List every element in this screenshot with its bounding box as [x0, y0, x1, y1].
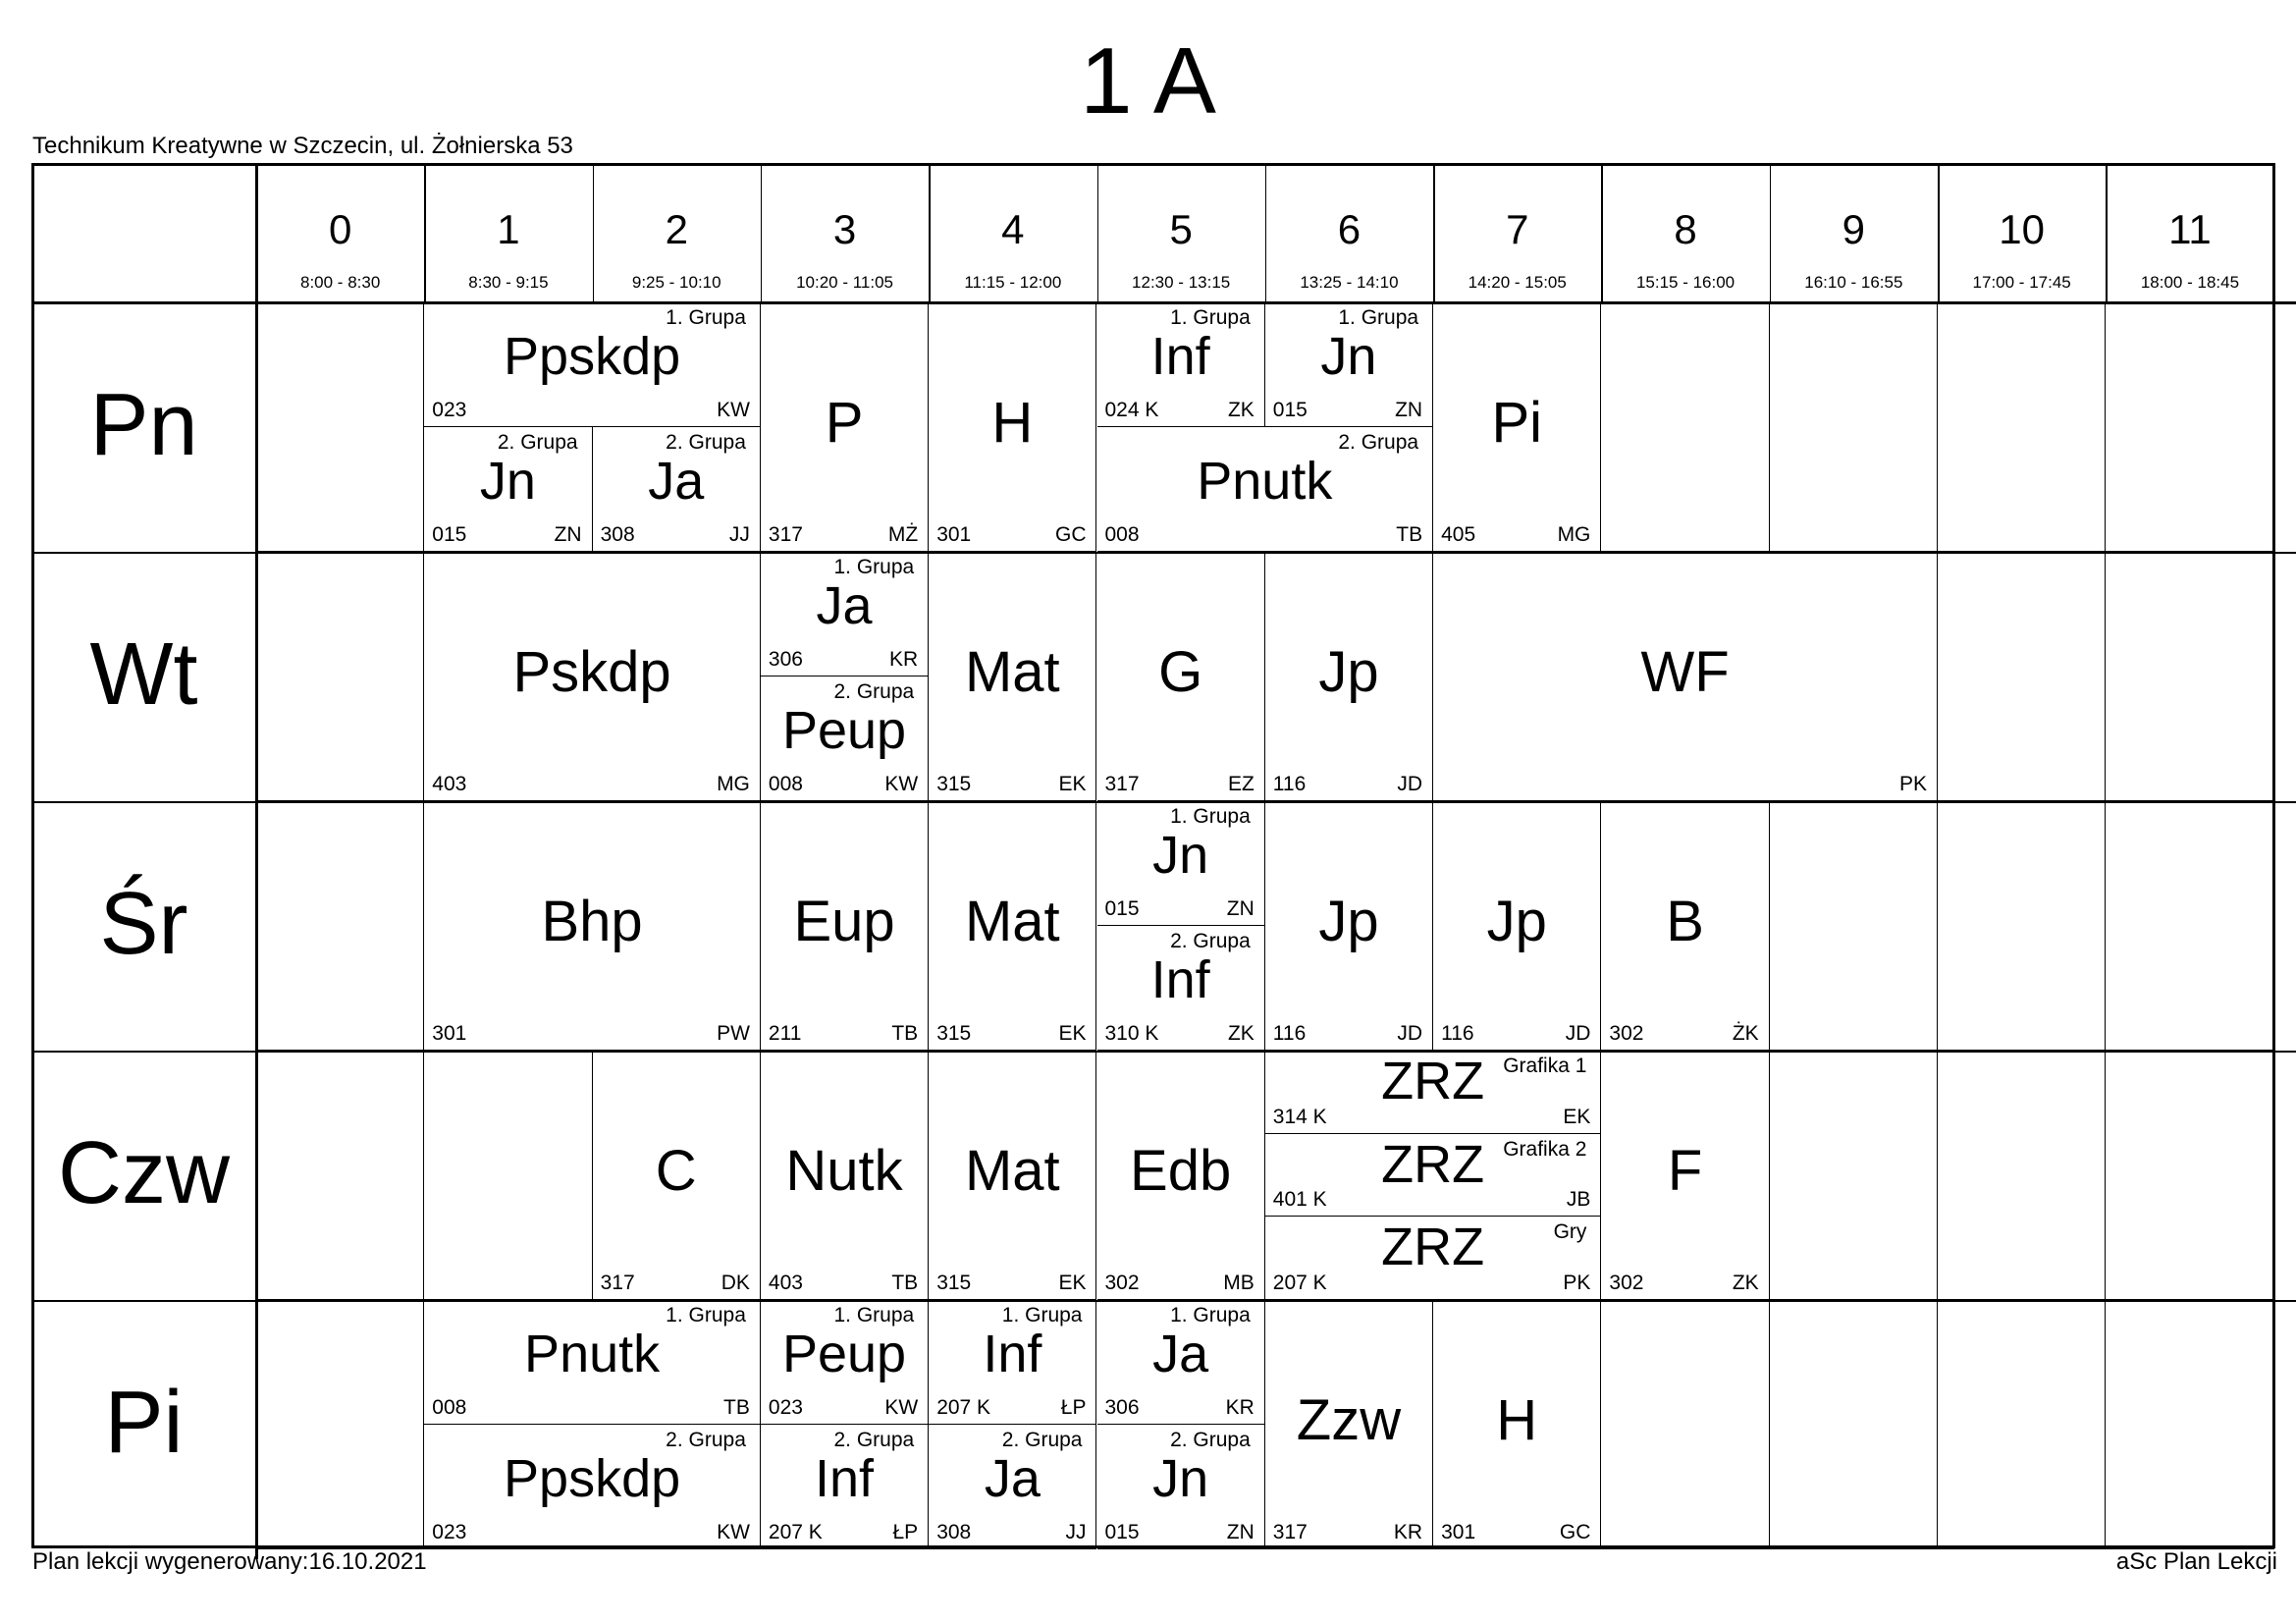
lesson-teacher: KW [717, 1521, 750, 1543]
lesson-group: 1. Grupa [833, 1304, 915, 1326]
lesson-room: 302 [1609, 1022, 1644, 1045]
lesson-teacher: TB [891, 1022, 919, 1045]
class-title: 1 A [1080, 28, 1216, 134]
lesson-group: 2. Grupa [1001, 1429, 1083, 1451]
lesson-teacher: KR [889, 648, 919, 671]
period-header [1770, 167, 1938, 302]
lesson-teacher: MB [1223, 1272, 1255, 1294]
period-header [256, 167, 424, 302]
lesson-subject: Jp [1486, 890, 1547, 953]
lesson-subject: Ja [984, 1449, 1041, 1508]
lesson-room: 302 [1104, 1272, 1140, 1294]
period-number: 5 [1169, 206, 1193, 252]
lesson-subject: Edb [1130, 1139, 1232, 1203]
lesson-teacher: PW [717, 1022, 750, 1045]
lesson-cell[interactable] [1265, 302, 1433, 427]
lesson-cell[interactable] [761, 1300, 929, 1425]
lesson-subject: Ja [648, 452, 705, 511]
lesson-subject: Inf [1150, 327, 1210, 386]
lesson-teacher: EK [1563, 1105, 1591, 1128]
lesson-cell[interactable] [1265, 1051, 1602, 1134]
lesson-room: 015 [1104, 1521, 1140, 1543]
period-number: 0 [328, 206, 352, 252]
lesson-room: 023 [432, 1521, 467, 1543]
lesson-room: 015 [432, 523, 467, 546]
lesson-room: 315 [936, 1022, 972, 1045]
lesson-cell[interactable] [929, 1425, 1096, 1549]
lesson-teacher: ŻK [1732, 1022, 1759, 1045]
lesson-cell[interactable] [761, 801, 929, 1051]
lesson-teacher: EZ [1227, 773, 1255, 795]
empty-slot [2106, 552, 2273, 801]
lesson-subject: ZRZ [1381, 1052, 1485, 1110]
lesson-subject: Mat [964, 1139, 1060, 1203]
lesson-cell[interactable] [1097, 1051, 1265, 1300]
lesson-cell[interactable] [1097, 552, 1265, 801]
period-number: 9 [1842, 206, 1866, 252]
period-header [761, 167, 929, 302]
lesson-group: Grafika 2 [1503, 1137, 1587, 1161]
lesson-cell[interactable] [929, 302, 1096, 552]
lesson-subject: Ja [1152, 1325, 1209, 1383]
lesson-teacher: ZN [1395, 399, 1423, 421]
lesson-group: 2. Grupa [1338, 431, 1419, 454]
lesson-cell[interactable] [1097, 801, 1265, 926]
lesson-teacher: EK [1058, 1272, 1087, 1294]
lesson-group: 1. Grupa [1001, 1304, 1083, 1326]
lesson-subject: H [991, 391, 1034, 455]
lesson-cell[interactable] [929, 1300, 1096, 1425]
lesson-room: 314 K [1272, 1105, 1327, 1128]
period-number: 3 [832, 206, 857, 252]
lesson-cell[interactable] [1433, 801, 1601, 1051]
period-number: 11 [2168, 206, 2212, 252]
lesson-teacher: JD [1565, 1022, 1591, 1045]
empty-slot [256, 552, 424, 801]
empty-slot [1938, 302, 2106, 552]
lesson-room: 301 [1441, 1521, 1476, 1543]
lesson-subject: Nutk [785, 1139, 903, 1203]
lesson-subject: Jn [1152, 1449, 1209, 1508]
lesson-cell[interactable] [1601, 1051, 1769, 1300]
lesson-group: 2. Grupa [497, 431, 578, 454]
lesson-subject: Ppskdp [504, 1449, 681, 1508]
lesson-cell[interactable] [1601, 801, 1769, 1051]
lesson-cell[interactable] [1265, 1134, 1602, 1218]
lesson-cell[interactable] [424, 1425, 761, 1549]
lesson-teacher: JD [1397, 773, 1423, 795]
lesson-room: 116 [1441, 1022, 1474, 1045]
lesson-room: 308 [600, 523, 635, 546]
empty-slot [1938, 1051, 2106, 1300]
lesson-room: 207 K [1272, 1271, 1327, 1294]
lesson-teacher: PK [1898, 773, 1927, 795]
lesson-group: 2. Grupa [833, 1429, 915, 1451]
lesson-room: 008 [768, 773, 803, 795]
period-header [929, 167, 1096, 302]
lesson-room: 207 K [936, 1396, 991, 1419]
lesson-subject: Eup [793, 890, 895, 953]
lesson-cell[interactable] [424, 302, 761, 427]
empty-slot [1770, 801, 1938, 1051]
lesson-cell[interactable] [593, 427, 761, 552]
school-name: Technikum Kreatywne w Szczecin, ul. Żołnierska 53 [32, 133, 573, 159]
period-time: 14:20 - 15:05 [1468, 273, 1567, 292]
period-time: 12:30 - 13:15 [1132, 273, 1231, 292]
lesson-subject: Jp [1318, 640, 1379, 704]
lesson-subject: Inf [983, 1325, 1042, 1383]
lesson-room: 211 [768, 1022, 802, 1045]
lesson-cell[interactable] [1433, 552, 1938, 801]
lesson-cell[interactable] [1097, 1300, 1265, 1425]
lesson-room: 308 [936, 1521, 972, 1543]
lesson-subject: Pi [1491, 391, 1543, 455]
lesson-teacher: JB [1566, 1188, 1591, 1212]
lesson-cell[interactable] [1097, 926, 1265, 1051]
period-header [424, 167, 592, 302]
lesson-room: 405 [1441, 523, 1476, 546]
lesson-teacher: EK [1058, 1022, 1087, 1045]
lesson-subject: Peup [781, 701, 907, 760]
period-time: 11:15 - 12:00 [964, 273, 1062, 292]
lesson-teacher: ZK [1227, 1022, 1255, 1045]
lesson-cell[interactable] [929, 801, 1096, 1051]
period-time: 15:15 - 16:00 [1635, 273, 1735, 292]
period-time: 18:00 - 18:45 [2140, 273, 2240, 292]
empty-slot [424, 1051, 592, 1300]
lesson-group: 1. Grupa [1170, 805, 1251, 828]
lesson-cell[interactable] [1265, 1300, 1433, 1549]
lesson-cell[interactable] [1097, 302, 1265, 427]
lesson-room: 306 [768, 648, 803, 671]
lesson-cell[interactable] [1097, 1425, 1265, 1549]
lesson-subject: Pnutk [1197, 452, 1333, 511]
lesson-group: 1. Grupa [1170, 1304, 1251, 1326]
lesson-group: 2. Grupa [666, 1429, 746, 1451]
period-number: 10 [1999, 206, 2045, 252]
empty-slot [2106, 801, 2273, 1051]
lesson-subject: P [825, 391, 864, 455]
period-time: 9:25 - 10:10 [631, 273, 721, 292]
lesson-group: 2. Grupa [1170, 1429, 1251, 1451]
lesson-room: 207 K [768, 1521, 823, 1543]
lesson-cell[interactable] [1265, 552, 1433, 801]
period-number: 8 [1674, 206, 1697, 252]
lesson-subject: Bhp [541, 890, 643, 953]
lesson-room: 315 [936, 773, 972, 795]
day-label: Czw [58, 1124, 230, 1222]
empty-slot [1770, 302, 1938, 552]
lesson-subject: WF [1640, 640, 1730, 704]
lesson-room: 401 K [1272, 1188, 1327, 1212]
lesson-teacher: JJ [728, 523, 750, 546]
lesson-teacher: MG [717, 773, 750, 795]
lesson-subject: Inf [1150, 950, 1210, 1009]
lesson-teacher: ZN [554, 523, 582, 546]
empty-slot [2106, 1051, 2273, 1300]
lesson-teacher: KR [1393, 1521, 1423, 1543]
empty-slot [1601, 1300, 1769, 1549]
lesson-teacher: JD [1397, 1022, 1423, 1045]
lesson-group: 2. Grupa [1170, 930, 1251, 952]
lesson-room: 403 [432, 773, 467, 795]
lesson-cell[interactable] [1265, 801, 1433, 1051]
lesson-cell[interactable] [761, 552, 929, 677]
empty-slot [2106, 302, 2273, 552]
lesson-room: 302 [1609, 1272, 1644, 1294]
lesson-teacher: PK [1563, 1271, 1591, 1294]
software-name: aSc Plan Lekcji [2115, 1548, 2277, 1575]
lesson-group: Gry [1553, 1220, 1587, 1244]
lesson-room: 023 [432, 399, 467, 421]
lesson-room: 116 [1272, 1022, 1307, 1045]
day-label: Wt [89, 625, 198, 724]
lesson-subject: G [1158, 640, 1203, 704]
empty-slot [1938, 552, 2106, 801]
lesson-subject: Zzw [1296, 1388, 1402, 1452]
lesson-teacher: TB [891, 1272, 919, 1294]
lesson-room: 015 [1272, 399, 1308, 421]
period-time: 16:10 - 16:55 [1804, 273, 1903, 292]
lesson-cell[interactable] [761, 302, 929, 552]
lesson-group: 1. Grupa [666, 306, 746, 329]
lesson-group: 1. Grupa [1170, 306, 1251, 329]
period-number: 1 [497, 206, 520, 252]
lesson-teacher: JJ [1065, 1521, 1087, 1543]
lesson-subject: Pskdp [512, 640, 671, 704]
period-number: 2 [665, 206, 688, 252]
lesson-cell[interactable] [761, 677, 929, 801]
lesson-room: 301 [936, 523, 972, 546]
lesson-teacher: ZK [1227, 399, 1255, 421]
lesson-group: 2. Grupa [666, 431, 746, 454]
lesson-group: 1. Grupa [1338, 306, 1419, 329]
lesson-cell[interactable] [1433, 302, 1601, 552]
lesson-teacher: MG [1557, 523, 1591, 546]
lesson-subject: Inf [815, 1449, 875, 1508]
lesson-teacher: EK [1058, 773, 1087, 795]
lesson-cell[interactable] [424, 427, 592, 552]
lesson-subject: Ppskdp [504, 327, 681, 386]
lesson-cell[interactable] [929, 1051, 1096, 1300]
period-time: 10:20 - 11:05 [796, 273, 893, 292]
lesson-teacher: DK [721, 1272, 750, 1294]
day-label: Śr [99, 875, 188, 973]
empty-slot [1938, 801, 2106, 1051]
lesson-subject: B [1666, 890, 1704, 953]
lesson-teacher: ZN [1226, 897, 1255, 920]
lesson-teacher: TB [1396, 523, 1423, 546]
day-label: Pn [89, 376, 198, 474]
lesson-teacher: MŻ [887, 523, 919, 546]
lesson-subject: Jn [479, 452, 536, 511]
period-time: 17:00 - 17:45 [1972, 273, 2071, 292]
lesson-room: 315 [936, 1272, 972, 1294]
lesson-teacher: GC [1054, 523, 1087, 546]
lesson-cell[interactable] [424, 552, 761, 801]
lesson-cell[interactable] [1265, 1217, 1602, 1300]
period-header [1938, 167, 2106, 302]
lesson-subject: Jn [1320, 327, 1377, 386]
lesson-teacher: ŁP [1060, 1396, 1087, 1419]
period-header [2106, 167, 2273, 302]
period-header [1097, 167, 1265, 302]
lesson-cell[interactable] [1097, 427, 1434, 552]
period-time: 8:30 - 9:15 [468, 273, 549, 292]
lesson-subject: Pnutk [524, 1325, 661, 1383]
lesson-cell[interactable] [593, 1051, 761, 1300]
lesson-group: Grafika 1 [1503, 1055, 1587, 1077]
lesson-room: 306 [1104, 1396, 1140, 1419]
lesson-room: 317 [600, 1272, 635, 1294]
lesson-room: 317 [1104, 773, 1140, 795]
lesson-room: 116 [1272, 773, 1307, 795]
lesson-room: 023 [768, 1396, 803, 1419]
lesson-room: 310 K [1104, 1022, 1159, 1045]
lesson-cell[interactable] [761, 1051, 929, 1300]
lesson-room: 317 [1272, 1521, 1308, 1543]
empty-slot [1770, 1300, 1938, 1549]
lesson-group: 1. Grupa [666, 1304, 746, 1326]
lesson-teacher: ŁP [892, 1521, 919, 1543]
lesson-room: 024 K [1104, 399, 1159, 421]
lesson-cell[interactable] [761, 1425, 929, 1549]
lesson-teacher: KW [884, 1396, 919, 1419]
lesson-room: 008 [1104, 523, 1140, 546]
lesson-subject: ZRZ [1381, 1134, 1485, 1194]
lesson-subject: Mat [964, 890, 1060, 953]
empty-slot [256, 801, 424, 1051]
empty-slot [1601, 302, 1769, 552]
lesson-teacher: ZK [1732, 1272, 1759, 1294]
empty-slot [256, 1300, 424, 1549]
lesson-cell[interactable] [424, 801, 761, 1051]
lesson-cell[interactable] [424, 1300, 761, 1425]
lesson-cell[interactable] [929, 552, 1096, 801]
period-header [1601, 167, 1769, 302]
empty-slot [2106, 1300, 2273, 1549]
lesson-subject: Jn [1152, 826, 1209, 885]
lesson-teacher: ZN [1226, 1521, 1255, 1543]
lesson-teacher: KR [1225, 1396, 1255, 1419]
period-time: 13:25 - 14:10 [1300, 273, 1399, 292]
lesson-subject: Ja [816, 576, 873, 635]
lesson-subject: Jp [1318, 890, 1379, 953]
period-header [1433, 167, 1601, 302]
lesson-group: 2. Grupa [833, 680, 915, 703]
lesson-teacher: GC [1559, 1521, 1591, 1543]
lesson-teacher: KW [717, 399, 750, 421]
lesson-teacher: TB [723, 1396, 750, 1419]
period-number: 7 [1506, 206, 1529, 252]
lesson-room: 015 [1104, 897, 1140, 920]
lesson-room: 008 [432, 1396, 467, 1419]
lesson-subject: Mat [964, 640, 1060, 704]
empty-slot [1938, 1300, 2106, 1549]
generated-date: Plan lekcji wygenerowany:16.10.2021 [32, 1548, 427, 1575]
lesson-subject: C [655, 1139, 697, 1203]
lesson-room: 317 [768, 523, 803, 546]
lesson-subject: ZRZ [1381, 1218, 1485, 1277]
period-header [1265, 167, 1433, 302]
lesson-cell[interactable] [1433, 1300, 1601, 1549]
period-time: 8:00 - 8:30 [300, 273, 381, 292]
lesson-room: 301 [432, 1022, 467, 1045]
period-header [593, 167, 761, 302]
period-number: 4 [1001, 206, 1025, 252]
lesson-subject: Peup [781, 1325, 907, 1383]
lesson-subject: H [1496, 1388, 1538, 1452]
lesson-room: 403 [768, 1272, 803, 1294]
day-label: Pi [104, 1374, 184, 1472]
empty-slot [1770, 1051, 1938, 1300]
lesson-group: 1. Grupa [833, 556, 915, 578]
period-number: 6 [1337, 206, 1362, 252]
lesson-subject: F [1667, 1139, 1703, 1203]
empty-slot [256, 1051, 424, 1300]
lesson-teacher: KW [884, 773, 919, 795]
empty-slot [256, 302, 424, 552]
